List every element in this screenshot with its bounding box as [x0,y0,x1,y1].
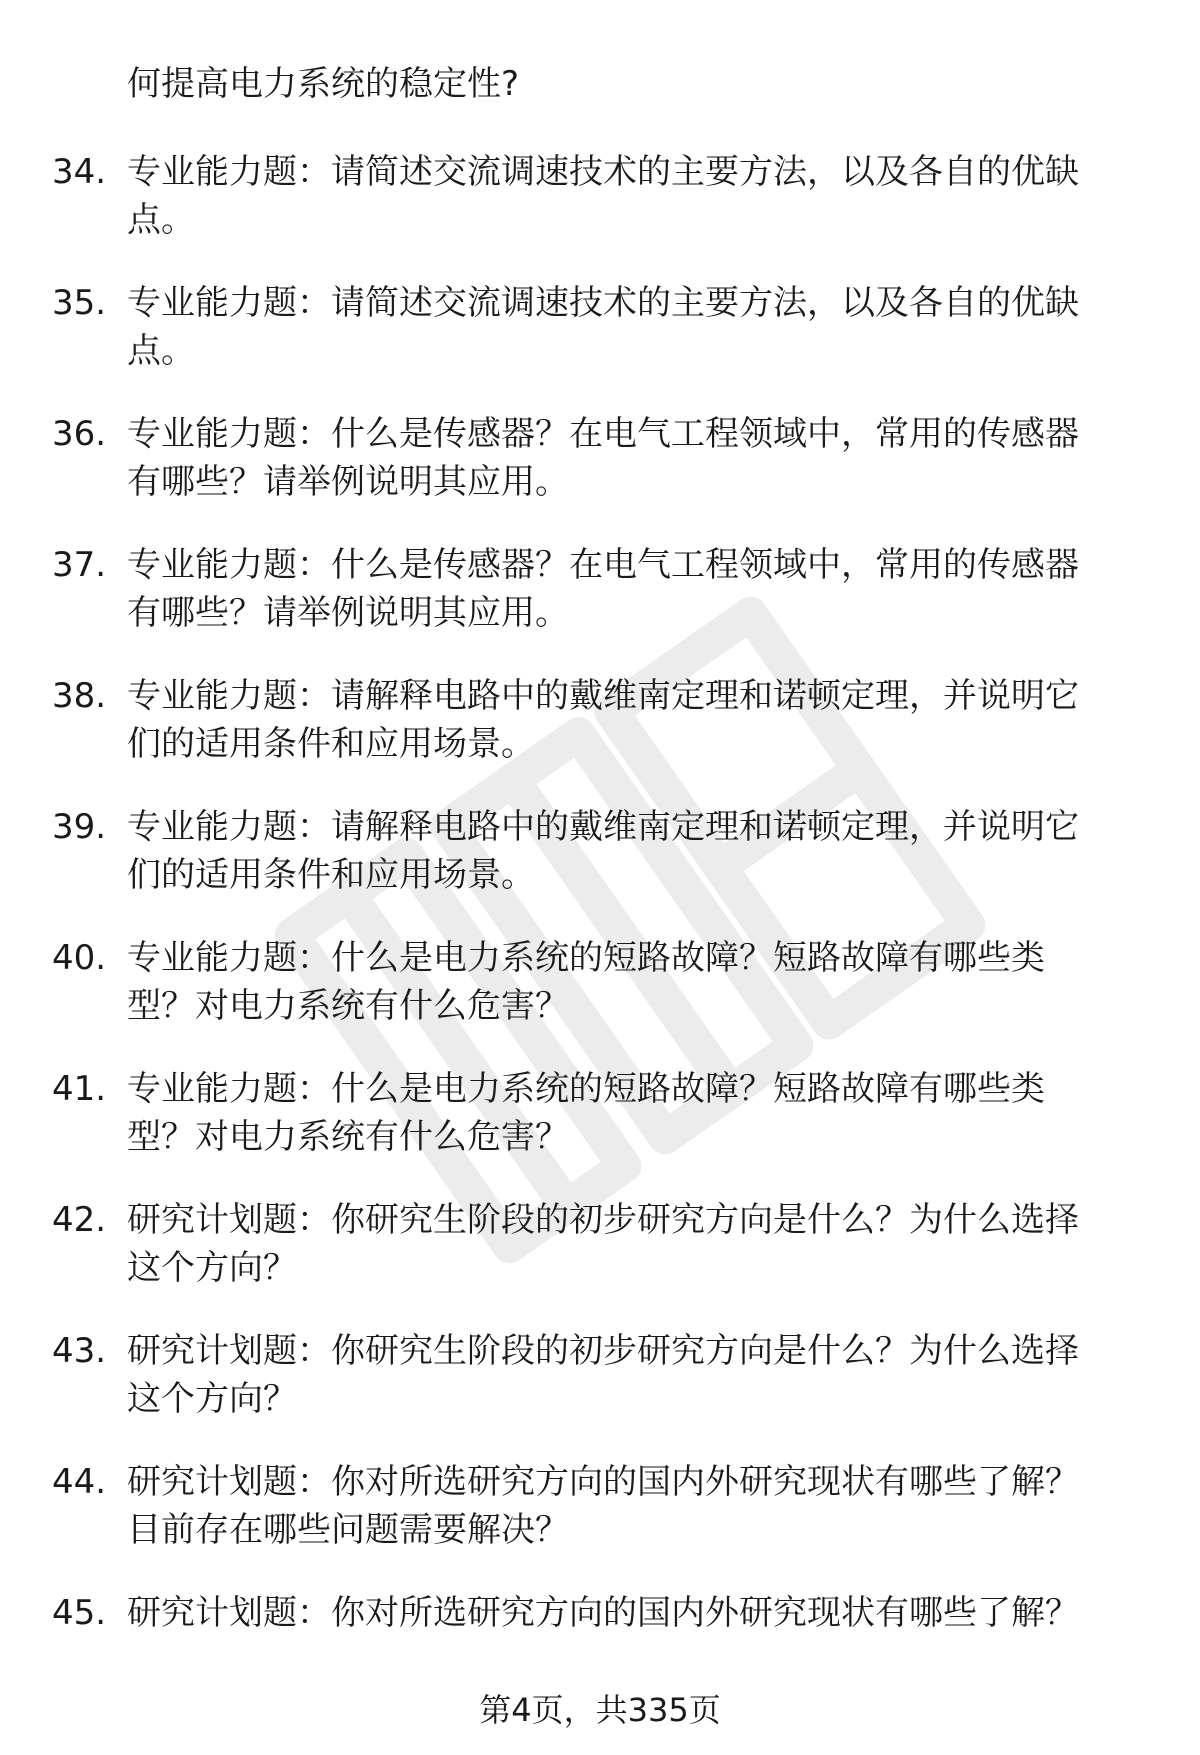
question-item [0,803,1200,934]
question-item [0,148,1200,279]
question-item [0,279,1200,410]
question-text: 专业能力题：请解释电路中的戴维南定理和诺顿定理，并说明它 们的适用条件和应用场景。 [127,676,1079,764]
page-footer: 第4页，共335页 [479,1691,721,1729]
question-text: 专业能力题：请简述交流调速技术的主要方法，以及各自的优缺 点。 [127,152,1079,240]
question-number: 38. [52,676,107,716]
question-number: 34. [52,152,107,192]
question-item [0,1327,1200,1458]
question-number: 39. [52,807,107,847]
question-number: 43. [52,1331,107,1371]
question-item [0,541,1200,672]
question-list [0,148,1200,1720]
question-item [0,410,1200,541]
question-item [0,934,1200,1065]
question-number: 36. [52,414,107,454]
question-text: 专业能力题：什么是传感器？在电气工程领域中，常用的传感器 有哪些？请举例说明其应用。 [127,545,1079,633]
continued-question-text: 何提高电力系统的稳定性? [127,64,520,104]
question-text: 研究计划题：你研究生阶段的初步研究方向是什么？为什么选择 这个方向？ [127,1200,1079,1288]
question-text: 专业能力题：什么是电力系统的短路故障？短路故障有哪些类 型？对电力系统有什么危害？ [127,938,1045,1026]
question-item [0,1458,1200,1589]
question-number: 35. [52,283,107,323]
question-item [0,672,1200,803]
question-text: 研究计划题：你研究生阶段的初步研究方向是什么？为什么选择 这个方向？ [127,1331,1079,1419]
question-text: 研究计划题：你对所选研究方向的国内外研究现状有哪些了解？ 目前存在哪些问题需要解决？ [127,1462,1079,1550]
question-text: 专业能力题：请解释电路中的戴维南定理和诺顿定理，并说明它 们的适用条件和应用场景。 [127,807,1079,895]
question-number: 37. [52,545,107,585]
question-item [0,1196,1200,1327]
question-number: 41. [52,1069,107,1109]
question-number: 40. [52,938,107,978]
question-number: 44. [52,1462,107,1502]
question-item [0,1065,1200,1196]
question-text: 专业能力题：什么是电力系统的短路故障？短路故障有哪些类 型？对电力系统有什么危害？ [127,1069,1045,1157]
question-text: 专业能力题：请简述交流调速技术的主要方法，以及各自的优缺 点。 [127,283,1079,371]
question-text: 专业能力题：什么是传感器？在电气工程领域中，常用的传感器 有哪些？请举例说明其应用。 [127,414,1079,502]
question-number: 42. [52,1200,107,1240]
question-text: 研究计划题：你对所选研究方向的国内外研究现状有哪些了解？ [127,1593,1079,1633]
question-number: 45. [52,1593,107,1633]
